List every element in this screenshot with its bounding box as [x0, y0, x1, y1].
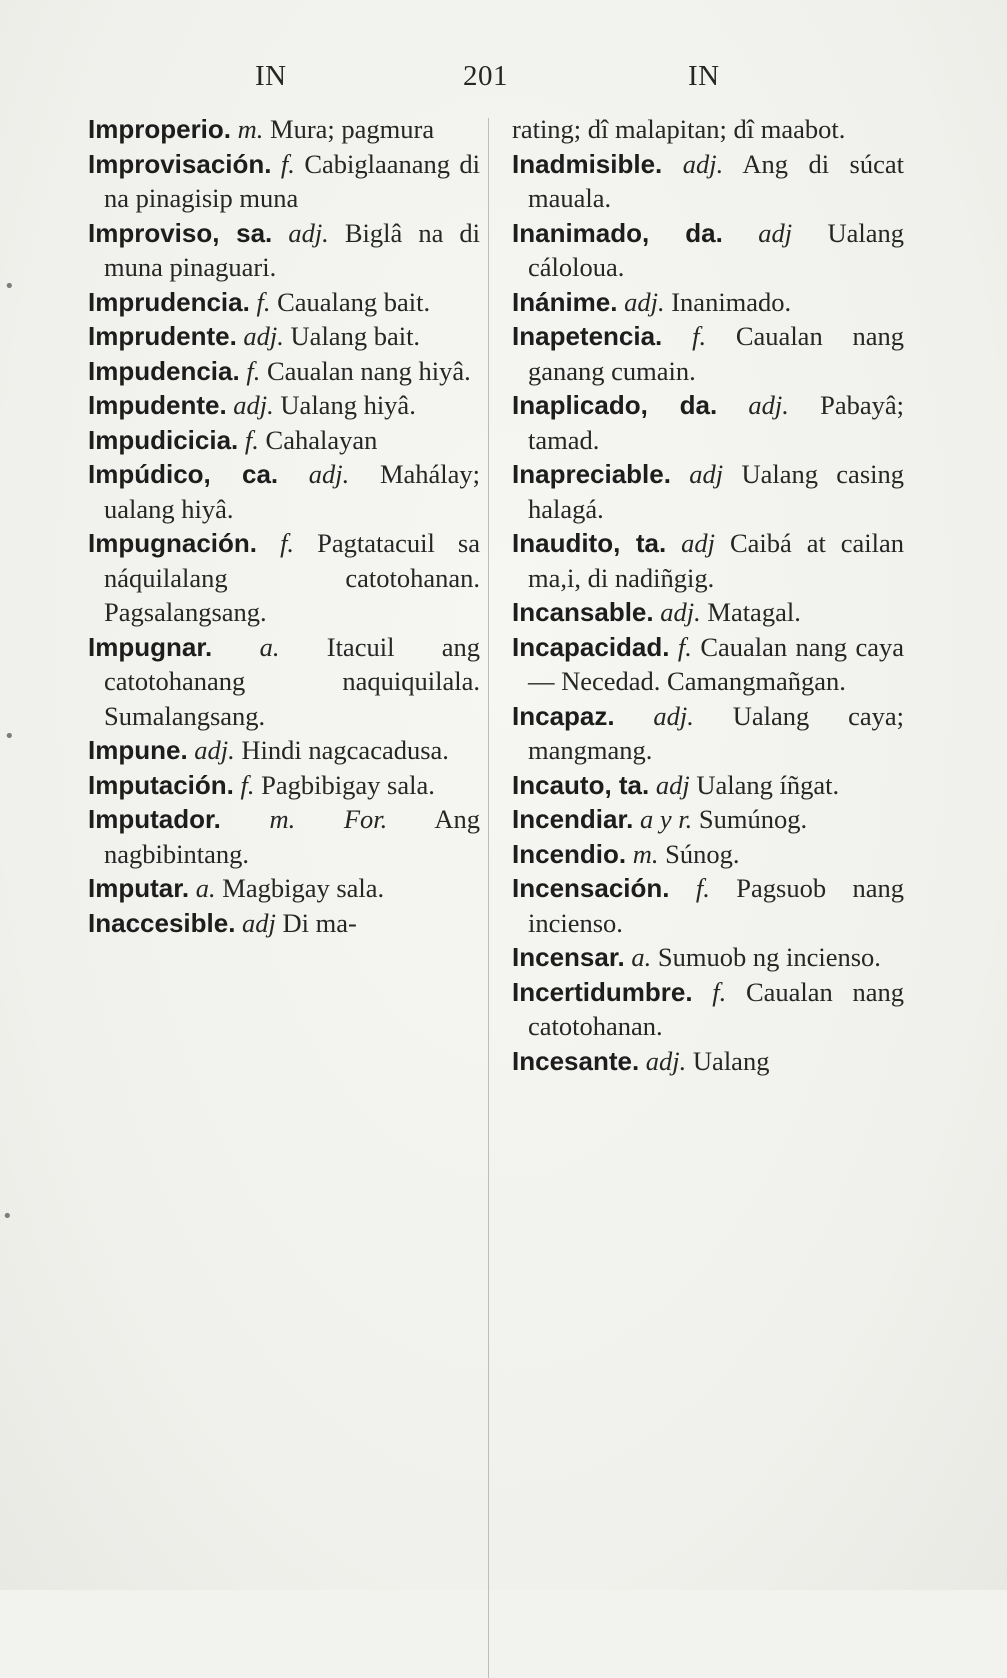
entry-grammar: m. — [632, 838, 659, 869]
entry-headword: Incensar. — [512, 942, 625, 972]
entry-headword: Inapreciable. — [512, 459, 671, 489]
entry-grammar: adj — [681, 528, 716, 558]
entry-definition: Pagsuob nang incienso. — [528, 873, 904, 938]
margin-mark: • — [4, 726, 15, 747]
entry-grammar: adj. — [308, 459, 350, 489]
entry-definition: Cabiglaanang di na pinagisip muna — [104, 148, 481, 213]
entry-definition: Ualang casing halagá. — [528, 459, 904, 524]
entry-grammar: f. — [692, 321, 707, 351]
dictionary-entry — [512, 388, 904, 457]
entry-grammar: m. — [237, 114, 264, 144]
entry-definition: Súnog. — [665, 838, 740, 869]
entry-headword: Inapetencia. — [512, 321, 663, 351]
entry-grammar: a. — [195, 873, 216, 903]
entry-headword: Incendiar. — [512, 804, 634, 834]
entry-grammar: a. — [631, 942, 652, 972]
entry-headword: Incensación. — [512, 873, 670, 903]
entry-definition: Pagbibigay sala. — [261, 769, 435, 800]
entry-grammar: f. — [240, 769, 255, 800]
dictionary-entry — [88, 112, 480, 147]
entry-definition: Hindi nagcacadusa. — [241, 735, 449, 765]
entry-headword: Incendio. — [512, 838, 627, 869]
entry-headword: Inaplicado, da. — [512, 390, 718, 420]
dictionary-entry — [88, 526, 480, 630]
entry-headword: Improvisación. — [88, 148, 272, 179]
right-column — [512, 112, 904, 1078]
entry-definition: Caualan nang hiyâ. — [266, 355, 471, 386]
entry-definition: Ang nagbibintang. — [104, 804, 481, 869]
dictionary-entry — [512, 319, 904, 388]
entry-definition: Ualang hiyâ. — [280, 390, 416, 420]
dictionary-entry — [88, 319, 480, 354]
entry-grammar: m. For. — [269, 804, 388, 834]
entry-grammar: adj — [758, 217, 793, 248]
entry-grammar: f. — [695, 873, 710, 903]
entry-definition: Biglâ na di muna pinaguari. — [104, 217, 480, 282]
entry-grammar: adj. — [682, 148, 724, 179]
entry-definition: Ualang bait. — [290, 321, 421, 351]
dictionary-entry — [88, 906, 480, 941]
entry-headword: Impúdico, ca. — [88, 459, 279, 489]
entry-headword: Impugnación. — [88, 528, 257, 558]
dictionary-entry — [88, 354, 480, 389]
entry-headword: Imputador. — [88, 804, 221, 834]
entry-grammar: a y r. — [640, 804, 693, 834]
entry-definition: Caualan nang catotohanan. — [528, 976, 904, 1041]
entry-headword: Inadmisible. — [512, 148, 663, 179]
dictionary-entry — [88, 802, 480, 871]
entry-headword: Impune. — [88, 735, 188, 765]
entry-headword: Impudicicia. — [88, 424, 239, 455]
dictionary-entry — [88, 285, 480, 320]
dictionary-entry — [88, 733, 480, 768]
dictionary-entry — [88, 216, 480, 285]
entry-grammar: adj — [242, 907, 276, 938]
running-head-left: IN — [255, 60, 287, 92]
dictionary-entry — [512, 630, 904, 699]
entry-headword: Imputar. — [88, 873, 190, 903]
entry-headword: Inaccesible. — [88, 907, 236, 938]
dictionary-entry — [512, 112, 904, 147]
dictionary-entry — [512, 216, 904, 285]
entry-headword: Incauto, ta. — [512, 769, 650, 800]
dictionary-entry — [512, 940, 904, 975]
margin-mark: • — [4, 276, 15, 297]
entry-grammar: adj — [655, 769, 690, 800]
entry-grammar: adj. — [660, 597, 701, 627]
entry-definition: Magbigay sala. — [222, 873, 385, 903]
entry-headword: Incertidumbre. — [512, 976, 693, 1007]
entry-definition: Caualang bait. — [277, 286, 431, 317]
entry-definition: Ualang — [692, 1045, 770, 1076]
entry-definition: Ualang caya; mangmang. — [528, 700, 904, 765]
entry-definition: Inanimado. — [671, 286, 792, 317]
entry-definition: rating; dî malapitan; dî maabot. — [512, 114, 846, 144]
entry-headword: Improviso, sa. — [88, 217, 273, 248]
entry-definition: Ang di súcat mauala. — [528, 148, 905, 213]
page-number: 201 — [463, 60, 508, 92]
entry-headword: Improperio. — [88, 114, 232, 144]
entry-headword: Incapacidad. — [512, 631, 670, 662]
entry-headword: Inaudito, ta. — [512, 528, 667, 558]
entry-definition: Caualan nang caya — Necedad. Camangmañgan. — [528, 631, 904, 696]
entry-grammar: f. — [280, 528, 295, 558]
dictionary-entry — [88, 388, 480, 423]
column-divider — [488, 118, 489, 1678]
entry-definition: Sumúnog. — [698, 804, 808, 834]
dictionary-entry — [512, 975, 904, 1044]
entry-grammar: adj. — [243, 321, 284, 351]
entry-headword: Impudente. — [88, 390, 227, 420]
dictionary-entry — [88, 768, 480, 803]
entry-headword: Impudencia. — [88, 355, 240, 386]
entry-grammar: adj. — [288, 217, 329, 248]
entry-definition: Cahalayan — [265, 424, 378, 455]
entry-definition: Di ma- — [282, 907, 357, 938]
dictionary-entry — [512, 457, 904, 526]
entry-grammar: f. — [246, 355, 261, 386]
entry-grammar: f. — [256, 286, 271, 317]
dictionary-entry — [512, 526, 904, 595]
dictionary-entry — [512, 699, 904, 768]
entry-definition: Caibá at cailan ma,i, di nadiñgig. — [528, 528, 905, 593]
entry-grammar: f. — [712, 976, 727, 1007]
dictionary-entry — [512, 1044, 904, 1079]
entry-grammar: adj. — [194, 735, 235, 765]
dictionary-entry — [512, 802, 904, 837]
entry-definition: Sumuob ng incienso. — [657, 942, 881, 972]
dictionary-entry — [512, 147, 904, 216]
entry-definition: Caualan nang ganang cumain. — [528, 321, 905, 386]
entry-definition: Pabayâ; tamad. — [528, 390, 905, 455]
entry-grammar: f. — [280, 148, 295, 179]
dictionary-entry — [512, 768, 904, 803]
entry-grammar: f. — [244, 424, 259, 455]
dictionary-entry — [512, 285, 904, 320]
entry-definition: Itacuil ang catotohanang naquiquilala. Sumalangsang. — [104, 631, 481, 731]
entry-grammar: adj. — [233, 390, 274, 420]
entry-headword: Impugnar. — [88, 631, 213, 662]
entry-definition: Ualang íñgat. — [696, 769, 840, 800]
running-head — [0, 60, 1007, 100]
entry-headword: Incansable. — [512, 597, 654, 627]
margin-mark: • — [2, 1206, 13, 1227]
entry-headword: Incesante. — [512, 1045, 640, 1076]
entry-grammar: adj. — [624, 286, 665, 317]
dictionary-entry — [88, 457, 480, 526]
entry-grammar: a. — [259, 631, 280, 662]
left-column — [88, 112, 480, 940]
dictionary-entry — [88, 147, 480, 216]
entry-grammar: adj — [689, 459, 724, 489]
dictionary-entry — [88, 630, 480, 734]
entry-headword: Imprudencia. — [88, 286, 250, 317]
running-head-right: IN — [688, 60, 720, 92]
entry-headword: Imprudente. — [88, 321, 237, 351]
entry-headword: Inánime. — [512, 286, 618, 317]
dictionary-entry — [512, 837, 904, 872]
entry-definition: Ualang cáloloua. — [528, 217, 905, 282]
entry-definition: Mahálay; ualang hiyâ. — [104, 459, 481, 524]
dictionary-entry — [512, 595, 904, 630]
dictionary-entry — [512, 871, 904, 940]
entry-grammar: adj. — [748, 390, 789, 420]
entry-headword: Inanimado, da. — [512, 217, 723, 248]
entry-grammar: adj. — [653, 700, 694, 731]
entry-definition: Mura; pagmura — [270, 114, 435, 144]
entry-definition: Pagtatacuil sa náquilalang catotohanan. Pagsalangsang. — [104, 528, 480, 627]
dictionary-entry — [88, 423, 480, 458]
entry-headword: Imputación. — [88, 769, 234, 800]
entry-headword: Incapaz. — [512, 700, 615, 731]
entry-definition: Matagal. — [707, 597, 801, 627]
dictionary-entry — [88, 871, 480, 906]
entry-grammar: adj. — [645, 1045, 687, 1076]
entry-grammar: f. — [677, 631, 692, 662]
